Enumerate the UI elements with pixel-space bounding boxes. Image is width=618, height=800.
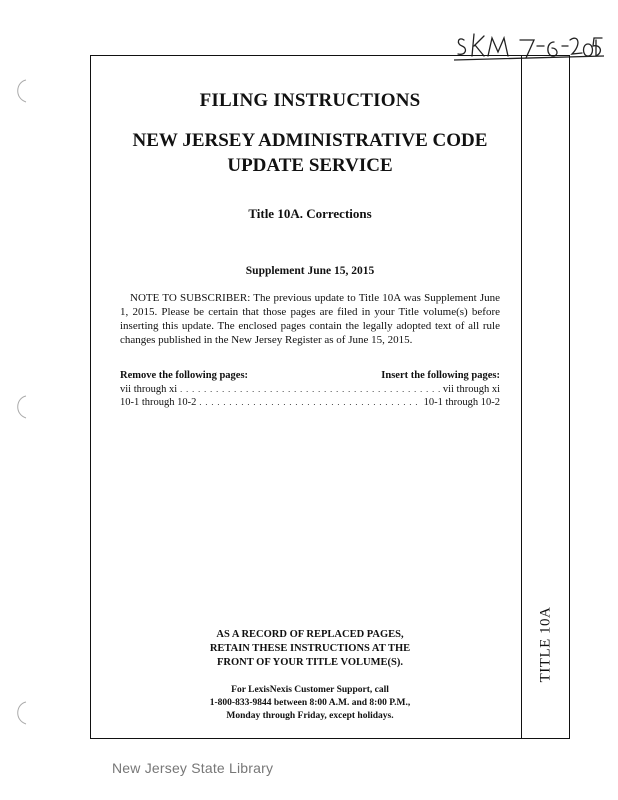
insert-pages-header: Insert the following pages:: [381, 370, 500, 381]
page-title: FILING INSTRUCTIONS: [199, 90, 421, 111]
dot-leader: [180, 385, 440, 394]
remove-pages-value: 10-1 through 10-2: [120, 397, 197, 408]
record-line: RETAIN THESE INSTRUCTIONS AT THE: [209, 643, 411, 654]
binder-hole-icon: [12, 394, 34, 420]
binder-hole-icon: [12, 78, 34, 104]
title-code: Title 10A. Corrections: [248, 206, 372, 221]
record-instructions: [120, 628, 500, 670]
subscriber-note: [120, 291, 500, 347]
dot-leader: [199, 398, 420, 407]
side-tab-divider: [521, 55, 522, 739]
side-title-tab: [531, 598, 561, 690]
library-stamp: New Jersey State Library: [112, 760, 274, 776]
record-line: FRONT OF YOUR TITLE VOLUME(S).: [217, 657, 403, 668]
support-line: 1-800-833-9844 between 8:00 A.M. and 8:00 P.M.,: [209, 698, 411, 708]
page-row: [120, 397, 500, 411]
supplement-date: Supplement June 15, 2015: [245, 265, 375, 277]
remove-pages-header: Remove the following pages:: [120, 370, 249, 381]
binder-hole-icon: [12, 700, 34, 726]
subtitle-line: UPDATE SERVICE: [227, 155, 393, 176]
support-line: Monday through Friday, except holidays.: [226, 711, 394, 721]
insert-pages-value: 10-1 through 10-2: [423, 397, 500, 408]
subtitle-line: NEW JERSEY ADMINISTRATIVE CODE: [132, 130, 488, 151]
subscriber-note-text: NOTE TO SUBSCRIBER: The previous update to Title 10A was Supplement June 1, 2015. Please be certain that those pages are filed in your Title volume(s) before inserting this update. The enclosed pages contain the legally adopted text of all rule changes published in the New Jersey Register as of June 15, 2015.: [120, 292, 500, 346]
side-title-text: TITLE 10A: [537, 606, 554, 682]
page-row: [120, 384, 500, 398]
pages-header: [120, 370, 500, 384]
customer-support: [120, 684, 500, 723]
support-line: For LexisNexis Customer Support, call: [231, 685, 389, 695]
insert-pages-value: vii through xi: [442, 384, 500, 395]
record-line: AS A RECORD OF REPLACED PAGES,: [216, 629, 404, 640]
remove-pages-value: vii through xi: [120, 384, 178, 395]
page-subtitle: [120, 128, 500, 178]
